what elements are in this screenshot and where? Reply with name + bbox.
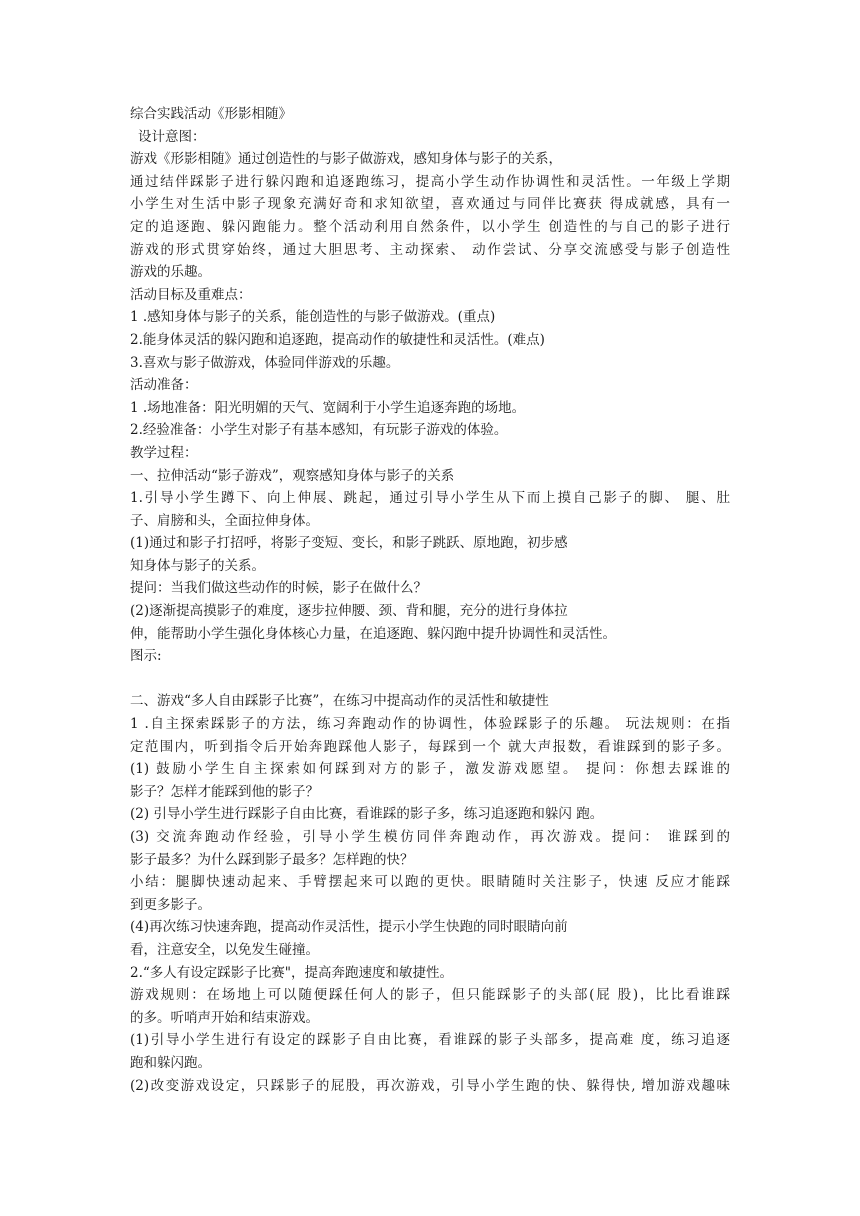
text-line: 2.“多人有设定踩影子比赛"，提高奔跑速度和敏捷性。 bbox=[130, 964, 453, 981]
text-line: 游戏的形式贯穿始终，通过大胆思考、主动探索、 动作尝试、分享交流感受与影子创造性 bbox=[130, 241, 730, 258]
text-line: 1.引导小学生蹲下、向上伸展、跳起，通过引导小学生从下而上摸自己影子的脚、 腿、肚 bbox=[130, 490, 730, 507]
text-line: 教学过程： bbox=[130, 444, 198, 461]
text-line: 通过结伴踩影子进行躲闪跑和追逐跑练习，提高小学生动作协调性和灵活性。一年级上学期 bbox=[130, 173, 730, 190]
text-line: 活动准备： bbox=[130, 377, 198, 394]
text-line: 伸，能帮助小学生强化身体核心力量，在追逐跑、躲闪跑中提升协调性和灵活性。 bbox=[130, 625, 616, 642]
text-line: (2)逐渐提高摸影子的难度，逐步拉伸腰、颈、背和腿，充分的进行身体拉 bbox=[130, 603, 568, 620]
text-line: 的多。听哨声开始和结束游戏。 bbox=[130, 1009, 319, 1026]
text-line: 设计意图： bbox=[138, 128, 206, 145]
text-line: (3) 交流奔跑动作经验，引导小学生模仿同伴奔跑动作，再次游戏。提问： 谁踩到的 bbox=[130, 829, 730, 845]
text-line: 1 .场地准备：阳光明媚的天气、宽阔利于小学生追逐奔跑的场地。 bbox=[130, 399, 526, 416]
text-line: 1 .自主探索踩影子的方法，练习奔跑动作的协调性，体验踩影子的乐趣。 玩法规则：在指 bbox=[130, 716, 730, 733]
text-line: 活动目标及重难点： bbox=[130, 286, 252, 303]
text-line: 小结：腿脚快速动起来、手臂摆起来可以跑的更快。眼睛随时关注影子，快速 反应才能踩 bbox=[130, 874, 730, 891]
blank-line bbox=[130, 668, 730, 691]
document-page bbox=[130, 103, 730, 1097]
text-line: 一、拉伸活动“影子游戏”，观察感知身体与影子的关系 bbox=[130, 467, 455, 484]
text-line: 知身体与影子的关系。 bbox=[130, 557, 265, 574]
text-line: 跑和躲闪跑。 bbox=[130, 1054, 211, 1071]
text-line: 2.能身体灵活的躲闪跑和追逐跑，提高动作的敏捷性和灵活性。(难点) bbox=[130, 331, 545, 348]
text-line: 提问：当我们做这些动作的时候，影子在做什么？ bbox=[130, 580, 427, 597]
text-line: 看，注意安全，以免发生碰撞。 bbox=[130, 941, 319, 958]
text-line: 游戏《形影相随》通过创造性的与影子做游戏，感知身体与影子的关系， bbox=[130, 151, 562, 168]
text-line: 2.经验准备：小学生对影子有基本感知，有玩影子游戏的体验。 bbox=[130, 422, 508, 439]
text-line: (2) 引导小学生进行踩影子自由比赛，看谁踩的影子多，练习追逐跑和躲闪 跑。 bbox=[130, 806, 604, 823]
text-line: 游戏的乐趣。 bbox=[130, 264, 211, 281]
text-line: 3.喜欢与影子做游戏，体验同伴游戏的乐趣。 bbox=[130, 354, 400, 371]
text-line: 影子最多？为什么踩到影子最多？怎样跑的快？ bbox=[130, 851, 414, 868]
text-line: 1 .感知身体与影子的关系，能创造性的与影子做游戏。(重点) bbox=[130, 309, 496, 326]
text-line: (4)再次练习快速奔跑，提高动作灵活性，提示小学生快跑的同时眼睛向前 bbox=[130, 919, 568, 936]
text-line: 游戏规则：在场地上可以随便踩任何人的影子，但只能踩影子的头部(屁 股)，比比看谁踩 bbox=[130, 987, 730, 1004]
text-line: 图示: bbox=[130, 648, 162, 665]
text-line: (1)引导小学生进行有设定的踩影子自由比赛，看谁踩的影子头部多，提高难 度，练习追逐 bbox=[130, 1032, 730, 1049]
text-line: 小学生对生活中影子现象充满好奇和求知欲望，喜欢通过与同伴比赛获 得成就感，具有一 bbox=[130, 196, 730, 213]
text-line: 二、游戏“多人自由踩影子比赛”，在练习中提高动作的灵活性和敏捷性 bbox=[130, 693, 549, 710]
text-line: 影子？怎样才能踩到他的影子？ bbox=[130, 783, 319, 800]
text-line: 到更多影子。 bbox=[130, 896, 211, 913]
text-line: 子、肩膀和头，全面拉伸身体。 bbox=[130, 512, 319, 529]
text-line: (1)通过和影子打招呼，将影子变短、变长，和影子跳跃、原地跑，初步感 bbox=[130, 535, 568, 552]
text-line: (2)改变游戏设定，只踩影子的屁股，再次游戏，引导小学生跑的快、躲得快, 增加游戏趣味 bbox=[130, 1077, 730, 1094]
text-line: 定的追逐跑、躲闪跑能力。整个活动利用自然条件，以小学生 创造性的与自己的影子进行 bbox=[130, 218, 730, 235]
text-line: 定范围内，听到指令后开始奔跑踩他人影子，每踩到一个 就大声报数，看谁踩到的影子多。 bbox=[130, 738, 730, 755]
text-line: (1) 鼓励小学生自主探索如何踩到对方的影子，激发游戏愿望。 提问：你想去踩谁的 bbox=[130, 761, 730, 778]
text-line: 综合实践活动《形影相随》 bbox=[130, 106, 292, 122]
